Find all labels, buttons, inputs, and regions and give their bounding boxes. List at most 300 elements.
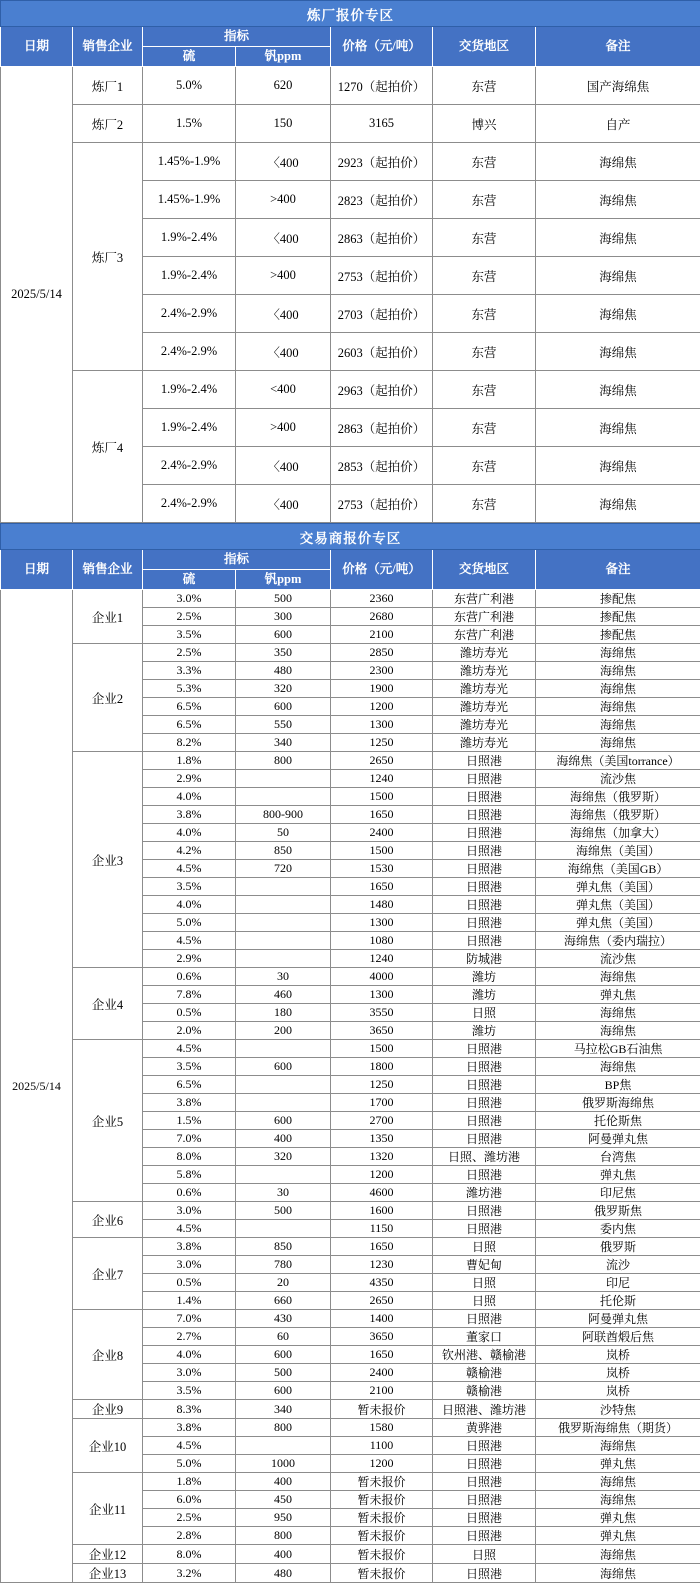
remark-cell: 海绵焦（美国GB） — [536, 860, 700, 878]
sulfur-cell: 2.4%-2.9% — [143, 333, 236, 371]
vanadium-cell — [236, 1220, 331, 1238]
vanadium-cell: 950 — [236, 1509, 331, 1527]
sulfur-cell: 3.5% — [143, 626, 236, 644]
sulfur-cell: 8.3% — [143, 1400, 236, 1419]
delivery-cell: 日照港 — [433, 1058, 536, 1076]
refinery-section-title-row — [1, 1, 700, 27]
remark-cell: 弹丸焦（美国） — [536, 878, 700, 896]
vanadium-cell: 300 — [236, 608, 331, 626]
price-cell: 1240 — [331, 770, 433, 788]
delivery-cell: 东营广利港 — [433, 608, 536, 626]
price-cell: 2680 — [331, 608, 433, 626]
price-cell: 暂未报价 — [331, 1509, 433, 1527]
price-cell: 1500 — [331, 842, 433, 860]
sulfur-cell: 6.5% — [143, 1076, 236, 1094]
sulfur-cell: 0.5% — [143, 1274, 236, 1292]
header-indicator-group: 指标 — [143, 550, 331, 570]
remark-cell: 俄罗斯 — [536, 1238, 700, 1256]
remark-cell: 台湾焦 — [536, 1148, 700, 1166]
sulfur-cell: 1.8% — [143, 752, 236, 770]
price-cell: 1650 — [331, 878, 433, 896]
price-cell: 4600 — [331, 1184, 433, 1202]
sulfur-cell: 1.9%-2.4% — [143, 371, 236, 409]
seller-cell: 炼厂1 — [73, 67, 143, 105]
price-cell: 1250 — [331, 1076, 433, 1094]
delivery-cell: 日照 — [433, 1292, 536, 1310]
header-remark: 备注 — [536, 550, 700, 590]
header-indicator-group: 指标 — [143, 27, 331, 47]
price-cell: 1580 — [331, 1419, 433, 1437]
sulfur-cell: 3.5% — [143, 878, 236, 896]
price-cell: 1350 — [331, 1130, 433, 1148]
seller-cell: 企业6 — [73, 1202, 143, 1238]
sulfur-cell: 6.5% — [143, 698, 236, 716]
price-cell: 暂未报价 — [331, 1564, 433, 1583]
seller-cell: 企业3 — [73, 752, 143, 968]
price-cell: 2100 — [331, 626, 433, 644]
remark-cell: 海绵焦 — [536, 734, 700, 752]
header-sulfur: 硫 — [143, 47, 236, 67]
vanadium-cell — [236, 932, 331, 950]
vanadium-cell: 600 — [236, 1112, 331, 1130]
delivery-cell: 东营 — [433, 371, 536, 409]
table-row — [1, 371, 700, 409]
remark-cell: 海绵焦 — [536, 698, 700, 716]
remark-cell: 岚桥 — [536, 1364, 700, 1382]
vanadium-cell: 60 — [236, 1328, 331, 1346]
delivery-cell: 日照港 — [433, 896, 536, 914]
date-cell: 2025/5/14 — [1, 67, 73, 523]
vanadium-cell: 50 — [236, 824, 331, 842]
price-cell: 1230 — [331, 1256, 433, 1274]
delivery-cell: 东营 — [433, 295, 536, 333]
trader-header-row-1 — [1, 550, 700, 570]
vanadium-cell: 200 — [236, 1022, 331, 1040]
price-cell: 2603（起拍价） — [331, 333, 433, 371]
vanadium-cell: 〈400 — [236, 295, 331, 333]
vanadium-cell: 〈400 — [236, 219, 331, 257]
vanadium-cell: >400 — [236, 181, 331, 219]
remark-cell: 海绵焦 — [536, 1004, 700, 1022]
remark-cell: 海绵焦 — [536, 1022, 700, 1040]
delivery-cell: 日照港、潍坊港 — [433, 1400, 536, 1419]
seller-cell: 企业4 — [73, 968, 143, 1040]
table-row — [1, 1040, 700, 1058]
vanadium-cell — [236, 1076, 331, 1094]
remark-cell: 掺配焦 — [536, 590, 700, 608]
refinery-section-title: 炼厂报价专区 — [1, 1, 700, 27]
remark-cell: 弹丸焦 — [536, 1509, 700, 1527]
price-cell: 1700 — [331, 1094, 433, 1112]
delivery-cell: 东营 — [433, 257, 536, 295]
price-cell: 1900 — [331, 680, 433, 698]
sulfur-cell: 2.4%-2.9% — [143, 485, 236, 523]
sulfur-cell: 1.5% — [143, 105, 236, 143]
trader-section-title: 交易商报价专区 — [1, 524, 700, 550]
vanadium-cell: 620 — [236, 67, 331, 105]
remark-cell: 阿曼弹丸焦 — [536, 1130, 700, 1148]
remark-cell: 海绵焦 — [536, 1491, 700, 1509]
vanadium-cell: 450 — [236, 1491, 331, 1509]
price-cell: 2863（起拍价） — [331, 219, 433, 257]
remark-cell: 弹丸焦 — [536, 986, 700, 1004]
sulfur-cell: 2.5% — [143, 1509, 236, 1527]
vanadium-cell — [236, 1437, 331, 1455]
remark-cell: 海绵焦（委内瑞拉） — [536, 932, 700, 950]
delivery-cell: 日照港 — [433, 1437, 536, 1455]
sulfur-cell: 1.9%-2.4% — [143, 219, 236, 257]
vanadium-cell: 320 — [236, 680, 331, 698]
price-cell: 2850 — [331, 644, 433, 662]
delivery-cell: 日照港 — [433, 914, 536, 932]
vanadium-cell — [236, 878, 331, 896]
remark-cell: 流沙焦 — [536, 950, 700, 968]
vanadium-cell: 340 — [236, 1400, 331, 1419]
sulfur-cell: 0.5% — [143, 1004, 236, 1022]
price-cell: 1650 — [331, 806, 433, 824]
header-date: 日期 — [1, 550, 73, 590]
vanadium-cell: 500 — [236, 1364, 331, 1382]
vanadium-cell: 〈400 — [236, 485, 331, 523]
sulfur-cell: 5.8% — [143, 1166, 236, 1184]
vanadium-cell: 500 — [236, 590, 331, 608]
sulfur-cell: 0.6% — [143, 1184, 236, 1202]
remark-cell: 印尼 — [536, 1274, 700, 1292]
sulfur-cell: 5.0% — [143, 67, 236, 105]
seller-cell: 企业8 — [73, 1310, 143, 1400]
header-delivery: 交货地区 — [433, 27, 536, 67]
remark-cell: 海绵焦 — [536, 1545, 700, 1564]
remark-cell: 海绵焦（美国torrance） — [536, 752, 700, 770]
sulfur-cell: 1.9%-2.4% — [143, 409, 236, 447]
vanadium-cell: 850 — [236, 1238, 331, 1256]
price-cell: 1100 — [331, 1437, 433, 1455]
delivery-cell: 东营 — [433, 181, 536, 219]
delivery-cell: 日照港 — [433, 1166, 536, 1184]
remark-cell: 海绵焦 — [536, 680, 700, 698]
vanadium-cell: 600 — [236, 1058, 331, 1076]
delivery-cell: 潍坊 — [433, 968, 536, 986]
delivery-cell: 日照港 — [433, 824, 536, 842]
price-cell: 1150 — [331, 1220, 433, 1238]
delivery-cell: 日照港 — [433, 842, 536, 860]
delivery-cell: 赣榆港 — [433, 1382, 536, 1400]
vanadium-cell — [236, 1166, 331, 1184]
header-seller: 销售企业 — [73, 550, 143, 590]
vanadium-cell: 850 — [236, 842, 331, 860]
vanadium-cell: 〈400 — [236, 447, 331, 485]
table-row — [1, 105, 700, 143]
vanadium-cell: 480 — [236, 662, 331, 680]
vanadium-cell: 480 — [236, 1564, 331, 1583]
remark-cell: 掺配焦 — [536, 626, 700, 644]
sulfur-cell: 2.4%-2.9% — [143, 295, 236, 333]
remark-cell: 海绵焦 — [536, 219, 700, 257]
delivery-cell: 潍坊港 — [433, 1184, 536, 1202]
sulfur-cell: 5.0% — [143, 914, 236, 932]
delivery-cell: 防城港 — [433, 950, 536, 968]
sulfur-cell: 2.4%-2.9% — [143, 447, 236, 485]
remark-cell: 海绵焦 — [536, 644, 700, 662]
delivery-cell: 日照港 — [433, 1310, 536, 1328]
sulfur-cell: 2.8% — [143, 1527, 236, 1545]
price-cell: 暂未报价 — [331, 1491, 433, 1509]
remark-cell: 海绵焦（美国） — [536, 842, 700, 860]
vanadium-cell — [236, 770, 331, 788]
delivery-cell: 日照 — [433, 1274, 536, 1292]
delivery-cell: 日照港 — [433, 1220, 536, 1238]
table-row — [1, 590, 700, 608]
remark-cell: 自产 — [536, 105, 700, 143]
price-cell: 1530 — [331, 860, 433, 878]
remark-cell: 委内焦 — [536, 1220, 700, 1238]
price-cell: 3550 — [331, 1004, 433, 1022]
vanadium-cell: 500 — [236, 1202, 331, 1220]
price-cell: 2853（起拍价） — [331, 447, 433, 485]
seller-cell: 企业9 — [73, 1400, 143, 1419]
vanadium-cell: 550 — [236, 716, 331, 734]
sulfur-cell: 2.9% — [143, 950, 236, 968]
delivery-cell: 潍坊寿光 — [433, 680, 536, 698]
sulfur-cell: 3.8% — [143, 1094, 236, 1112]
sulfur-cell: 1.9%-2.4% — [143, 257, 236, 295]
price-cell: 2963（起拍价） — [331, 371, 433, 409]
sulfur-cell: 3.3% — [143, 662, 236, 680]
remark-cell: 掺配焦 — [536, 608, 700, 626]
price-cell: 暂未报价 — [331, 1527, 433, 1545]
table-row — [1, 968, 700, 986]
vanadium-cell: 20 — [236, 1274, 331, 1292]
date-cell: 2025/5/14 — [1, 590, 73, 1583]
sulfur-cell: 3.0% — [143, 590, 236, 608]
price-cell: 2753（起拍价） — [331, 485, 433, 523]
price-cell: 1400 — [331, 1310, 433, 1328]
sulfur-cell: 4.0% — [143, 1346, 236, 1364]
sulfur-cell: 3.0% — [143, 1364, 236, 1382]
table-row — [1, 1238, 700, 1256]
seller-cell: 企业12 — [73, 1545, 143, 1564]
table-row — [1, 644, 700, 662]
price-cell: 1240 — [331, 950, 433, 968]
vanadium-cell: 340 — [236, 734, 331, 752]
vanadium-cell — [236, 1040, 331, 1058]
vanadium-cell: 1000 — [236, 1455, 331, 1473]
price-cell: 2863（起拍价） — [331, 409, 433, 447]
price-cell: 2360 — [331, 590, 433, 608]
sulfur-cell: 5.0% — [143, 1455, 236, 1473]
remark-cell: 海绵焦 — [536, 968, 700, 986]
refinery-body — [1, 67, 700, 523]
vanadium-cell: 600 — [236, 626, 331, 644]
sulfur-cell: 3.0% — [143, 1202, 236, 1220]
remark-cell: 阿联酋煅后焦 — [536, 1328, 700, 1346]
delivery-cell: 日照 — [433, 1545, 536, 1564]
vanadium-cell: <400 — [236, 371, 331, 409]
delivery-cell: 日照港 — [433, 1076, 536, 1094]
remark-cell: 国产海绵焦 — [536, 67, 700, 105]
vanadium-cell: 〈400 — [236, 143, 331, 181]
price-cell: 1320 — [331, 1148, 433, 1166]
sulfur-cell: 6.5% — [143, 716, 236, 734]
remark-cell: 托伦斯焦 — [536, 1112, 700, 1130]
remark-cell: 弹丸焦 — [536, 1455, 700, 1473]
price-cell: 4350 — [331, 1274, 433, 1292]
remark-cell: 海绵焦 — [536, 181, 700, 219]
remark-cell: 海绵焦 — [536, 1058, 700, 1076]
seller-cell: 企业13 — [73, 1564, 143, 1583]
delivery-cell: 日照港 — [433, 878, 536, 896]
delivery-cell: 日照港 — [433, 1130, 536, 1148]
remark-cell: 海绵焦 — [536, 716, 700, 734]
remark-cell: 俄罗斯焦 — [536, 1202, 700, 1220]
sulfur-cell: 4.5% — [143, 1437, 236, 1455]
remark-cell: 海绵焦（俄罗斯） — [536, 788, 700, 806]
price-cell: 2650 — [331, 1292, 433, 1310]
price-cell: 2923（起拍价） — [331, 143, 433, 181]
remark-cell: 海绵焦 — [536, 1564, 700, 1583]
sulfur-cell: 4.5% — [143, 860, 236, 878]
refinery-header-row-1 — [1, 27, 700, 47]
header-price: 价格（元/吨） — [331, 27, 433, 67]
remark-cell: 印尼焦 — [536, 1184, 700, 1202]
delivery-cell: 东营 — [433, 447, 536, 485]
delivery-cell: 潍坊 — [433, 986, 536, 1004]
delivery-cell: 赣榆港 — [433, 1364, 536, 1382]
delivery-cell: 潍坊 — [433, 1022, 536, 1040]
delivery-cell: 日照港 — [433, 1473, 536, 1491]
vanadium-cell: >400 — [236, 257, 331, 295]
delivery-cell: 东营广利港 — [433, 590, 536, 608]
delivery-cell: 潍坊寿光 — [433, 662, 536, 680]
header-vanadium: 钒ppm — [236, 47, 331, 67]
vanadium-cell: 400 — [236, 1130, 331, 1148]
table-row — [1, 1473, 700, 1491]
price-cell: 1080 — [331, 932, 433, 950]
delivery-cell: 日照港 — [433, 1509, 536, 1527]
vanadium-cell: 400 — [236, 1545, 331, 1564]
sulfur-cell: 1.45%-1.9% — [143, 143, 236, 181]
seller-cell: 企业5 — [73, 1040, 143, 1202]
vanadium-cell — [236, 950, 331, 968]
table-row — [1, 1564, 700, 1583]
delivery-cell: 日照港 — [433, 1564, 536, 1583]
remark-cell: 海绵焦（俄罗斯） — [536, 806, 700, 824]
remark-cell: 流沙 — [536, 1256, 700, 1274]
sulfur-cell: 3.0% — [143, 1256, 236, 1274]
vanadium-cell: 430 — [236, 1310, 331, 1328]
sulfur-cell: 3.8% — [143, 1419, 236, 1437]
sulfur-cell: 7.0% — [143, 1130, 236, 1148]
header-delivery: 交货地区 — [433, 550, 536, 590]
price-cell: 2100 — [331, 1382, 433, 1400]
refinery-quote-table — [0, 0, 700, 523]
vanadium-cell: 〈400 — [236, 333, 331, 371]
sulfur-cell: 8.2% — [143, 734, 236, 752]
price-cell: 暂未报价 — [331, 1545, 433, 1564]
vanadium-cell — [236, 788, 331, 806]
sulfur-cell: 2.7% — [143, 1328, 236, 1346]
sulfur-cell: 4.2% — [143, 842, 236, 860]
delivery-cell: 董家口 — [433, 1328, 536, 1346]
sulfur-cell: 3.2% — [143, 1564, 236, 1583]
delivery-cell: 日照港 — [433, 860, 536, 878]
price-cell: 1300 — [331, 986, 433, 1004]
sulfur-cell: 4.0% — [143, 896, 236, 914]
delivery-cell: 钦州港、赣榆港 — [433, 1346, 536, 1364]
vanadium-cell: 460 — [236, 986, 331, 1004]
price-cell: 1500 — [331, 788, 433, 806]
sulfur-cell: 1.8% — [143, 1473, 236, 1491]
delivery-cell: 日照港 — [433, 1491, 536, 1509]
delivery-cell: 黄骅港 — [433, 1419, 536, 1437]
remark-cell: 俄罗斯海绵焦（期货） — [536, 1419, 700, 1437]
sulfur-cell: 1.45%-1.9% — [143, 181, 236, 219]
sulfur-cell: 8.0% — [143, 1545, 236, 1564]
delivery-cell: 日照港 — [433, 1527, 536, 1545]
table-row — [1, 1310, 700, 1328]
remark-cell: 弹丸焦（美国） — [536, 896, 700, 914]
price-cell: 1650 — [331, 1238, 433, 1256]
delivery-cell: 日照港 — [433, 1040, 536, 1058]
remark-cell: 阿曼弹丸焦 — [536, 1310, 700, 1328]
sulfur-cell: 1.5% — [143, 1112, 236, 1130]
remark-cell: 海绵焦 — [536, 1437, 700, 1455]
sulfur-cell: 3.5% — [143, 1058, 236, 1076]
sulfur-cell: 4.5% — [143, 932, 236, 950]
delivery-cell: 东营 — [433, 67, 536, 105]
seller-cell: 企业1 — [73, 590, 143, 644]
sulfur-cell: 2.0% — [143, 1022, 236, 1040]
remark-cell: 海绵焦（加拿大） — [536, 824, 700, 842]
trader-quote-table — [0, 523, 700, 1583]
remark-cell: 沙特焦 — [536, 1400, 700, 1419]
delivery-cell: 日照 — [433, 1238, 536, 1256]
sulfur-cell: 2.9% — [143, 770, 236, 788]
delivery-cell: 潍坊寿光 — [433, 644, 536, 662]
price-cell: 2300 — [331, 662, 433, 680]
remark-cell: 海绵焦 — [536, 257, 700, 295]
price-cell: 2400 — [331, 824, 433, 842]
trader-section-title-row — [1, 524, 700, 550]
header-price: 价格（元/吨） — [331, 550, 433, 590]
price-cell: 1270（起拍价） — [331, 67, 433, 105]
sulfur-cell: 3.8% — [143, 1238, 236, 1256]
sulfur-cell: 4.5% — [143, 1220, 236, 1238]
price-cell: 1200 — [331, 1455, 433, 1473]
remark-cell: 岚桥 — [536, 1382, 700, 1400]
sulfur-cell: 4.0% — [143, 788, 236, 806]
price-cell: 2703（起拍价） — [331, 295, 433, 333]
price-cell: 2700 — [331, 1112, 433, 1130]
price-cell: 2823（起拍价） — [331, 181, 433, 219]
sulfur-cell: 1.4% — [143, 1292, 236, 1310]
price-cell: 1600 — [331, 1202, 433, 1220]
price-cell: 1200 — [331, 1166, 433, 1184]
vanadium-cell: 600 — [236, 1382, 331, 1400]
remark-cell: 弹丸焦 — [536, 1166, 700, 1184]
seller-cell: 企业2 — [73, 644, 143, 752]
price-cell: 1500 — [331, 1040, 433, 1058]
vanadium-cell: 600 — [236, 698, 331, 716]
header-date: 日期 — [1, 27, 73, 67]
delivery-cell: 日照港 — [433, 1094, 536, 1112]
sulfur-cell: 4.0% — [143, 824, 236, 842]
price-cell: 暂未报价 — [331, 1400, 433, 1419]
vanadium-cell: >400 — [236, 409, 331, 447]
vanadium-cell: 30 — [236, 968, 331, 986]
vanadium-cell: 350 — [236, 644, 331, 662]
remark-cell: 托伦斯 — [536, 1292, 700, 1310]
